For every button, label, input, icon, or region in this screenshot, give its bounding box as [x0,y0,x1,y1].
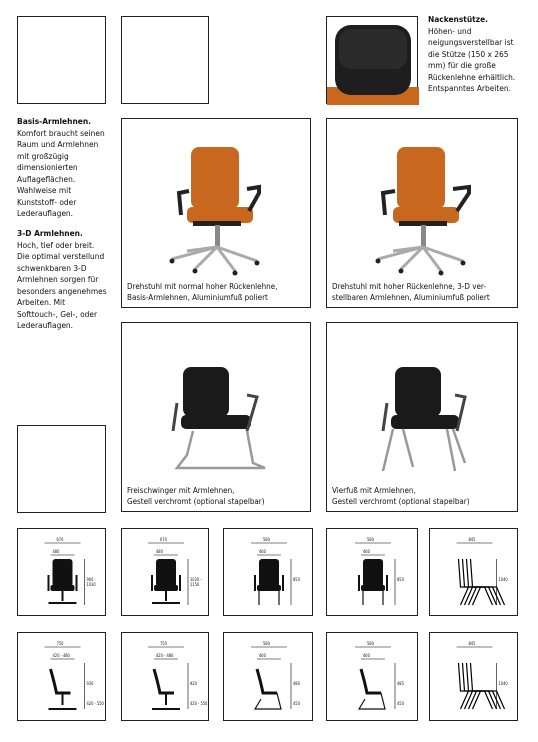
headrest-image-box [326,16,418,104]
3d-body: Hoch, tief oder breit. Die optimal verstellund schwenkbaren 3-D Armlehnen sorgen für besonders angenehmes Arbeiten. Mit Softtouch-, Gel-, oder Lederauflagen. [17,239,107,330]
dimension-seat-height: 450 [397,701,404,706]
headrest-text [428,14,523,95]
dimension-height: 850 [397,577,404,582]
side-view-drawing-box [17,632,106,721]
dimension-width-outer: 845 [468,537,476,542]
basis-armrest-text [17,116,107,220]
headrest-title: Nackenstütze. [428,14,488,24]
caption-line-1: Freischwinger mit Armlehnen, [127,486,235,495]
dimension-seat-height: 420 - 550 [86,701,104,706]
dimension-height: 930 [86,681,94,686]
dimension-width-outer: 580 [367,537,374,542]
empty-box-left [17,425,106,513]
front-view-drawing-box [121,528,209,616]
dimension-width-outer: 750 [160,641,167,646]
product-caption-4 [332,485,513,507]
chair-swivel-normal [122,119,312,279]
headrest-body: Höhen- und neigungsverstellbar ist die Stütze (150 x 265 mm) für die große Rückenlehne erhältlich. Entspanntes Arbeiten. [428,25,516,93]
dimension-width-outer: 580 [367,641,374,646]
technical-drawing [327,633,419,721]
dimension-width-inner: 460 [259,653,266,658]
caption-line-2: Gestell verchromt (optional stapelbar) [332,497,470,506]
dimension-width-inner: 480 [52,549,60,554]
dimension-height: 480 [293,681,300,686]
technical-drawing [18,633,107,721]
technical-drawing [122,633,210,721]
dimension-width-inner: 460 [363,653,370,658]
dimension-seat-height: 420 - 550 [190,701,208,706]
chair-four-leg [327,323,519,483]
basis-title: Basis-Armlehnen. [17,116,91,126]
dimension-height: 920 [190,681,197,686]
product-box-1 [121,118,311,308]
side-view-drawing-box [121,632,209,721]
dimension-width-outer: 580 [263,537,270,542]
technical-drawing [224,529,314,617]
technical-drawing [430,529,519,617]
technical-drawing [18,529,107,617]
product-box-2 [326,118,518,308]
caption-line-1: Drehstuhl mit hoher Rückenlehne, 3-D ver- [332,282,486,291]
dimension-width-inner: 460 [363,549,370,554]
caption-line-1: Drehstuhl mit normal hoher Rückenlehne, [127,282,278,291]
caption-line-2: stellbaren Armlehnen, Aluminiumfuß poliert [332,293,490,302]
caption-line-2: Basis-Armlehnen, Aluminiumfuß poliert [127,293,268,302]
dimension-height: 1020 - 1150 [190,577,202,587]
technical-drawing [224,633,314,721]
product-caption-3 [127,485,306,507]
technical-drawing [122,529,210,617]
caption-line-2: Gestell verchromt (optional stapelbar) [127,497,265,506]
front-view-drawing-box [326,528,418,616]
dimension-width-outer: 670 [160,537,167,542]
3d-armrest-text [17,228,107,332]
product-box-4 [326,322,518,512]
empty-box-top-1 [17,16,106,104]
dimension-width-outer: 845 [468,641,476,646]
basis-body: Komfort braucht seinen Raum und Armlehnen mit großzügig dimensionierten Auflageflächen. Wahlweise mit Kunststoff- oder Lederauflagen. [17,127,105,218]
side-view-drawing-box [429,632,518,721]
product-caption-2 [332,281,513,303]
dimension-width-inner: 480 [156,549,163,554]
empty-box-top-2 [121,16,209,104]
side-view-drawing-box [223,632,313,721]
caption-line-1: Vierfuß mit Armlehnen, [332,486,416,495]
dimension-height: 485 [397,681,404,686]
dimension-width-outer: 750 [56,641,64,646]
dimension-width-outer: 670 [56,537,64,542]
technical-drawing [430,633,519,721]
headrest-illustration [327,17,419,105]
3d-title: 3-D Armlehnen. [17,228,83,238]
dimension-height: 1040 [498,681,508,686]
dimension-height: 1040 [498,577,508,582]
product-caption-1 [127,281,306,303]
front-view-drawing-box [17,528,106,616]
chair-swivel-high [327,119,519,279]
dimension-width-inner: 420 - 480 [52,653,70,658]
technical-drawing [327,529,419,617]
dimension-height: 900 - 1030 [86,577,96,587]
dimension-width-inner: 460 [259,549,266,554]
side-view-drawing-box [326,632,418,721]
chair-cantilever [122,323,312,483]
dimension-width-outer: 580 [263,641,270,646]
product-box-3 [121,322,311,512]
dimension-seat-height: 450 [293,701,300,706]
dimension-height: 850 [293,577,300,582]
front-view-drawing-box [429,528,518,616]
dimension-width-inner: 420 - 480 [156,653,174,658]
front-view-drawing-box [223,528,313,616]
